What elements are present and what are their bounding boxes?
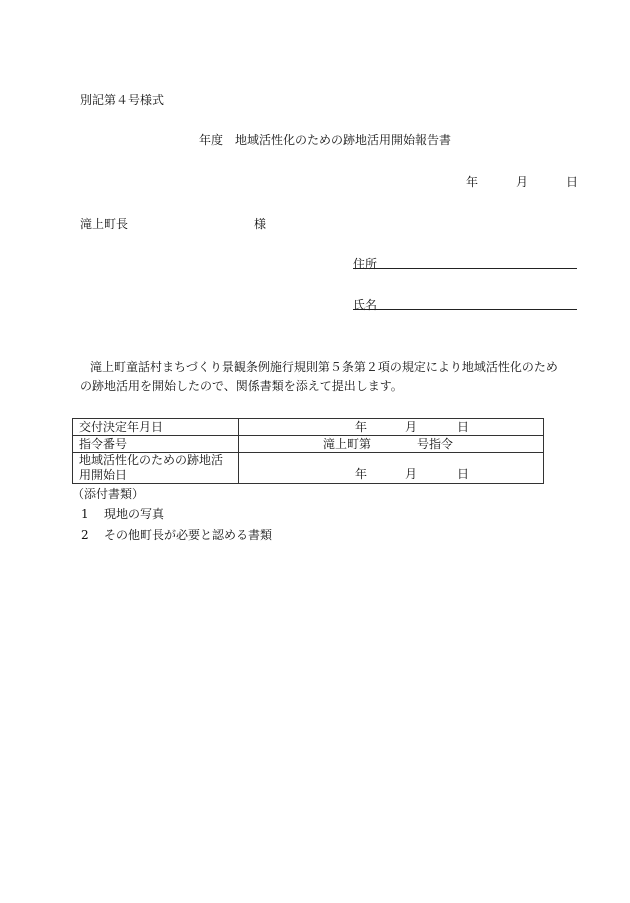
form-number: 別記第４号様式 <box>80 93 165 107</box>
attachment-item-1-number: 1 <box>81 507 89 521</box>
decision-date-field[interactable] <box>239 419 544 436</box>
name-label: 氏名 <box>353 298 378 312</box>
order-number-prefix: 滝上町第 <box>323 436 372 451</box>
table-row <box>73 453 544 484</box>
attachment-item-1-text: 現地の写真 <box>104 507 165 521</box>
start-date-month: 月 <box>405 467 418 481</box>
decision-date-day: 日 <box>457 419 470 434</box>
start-date-field[interactable] <box>239 453 544 484</box>
addressee-name: 滝上町長 <box>80 217 129 231</box>
decision-date-year: 年 <box>355 419 368 434</box>
addressee-honorific: 様 <box>254 217 267 231</box>
start-date-label-line2: 用開始日 <box>79 468 128 482</box>
document-title: 年度 地域活性化のための跡地活用開始報告書 <box>199 133 452 147</box>
date-day-label: 日 <box>566 175 579 189</box>
name-field-line[interactable] <box>353 309 577 310</box>
row-label-start-date <box>73 453 239 484</box>
attachment-item-2-text: その他町長が必要と認める書類 <box>104 528 273 542</box>
body-text-line2: の跡地活用を開始したので、関係書類を添えて提出します。 <box>80 379 403 393</box>
start-date-label-line1: 地域活性化のための跡地活 <box>79 453 224 467</box>
order-number-suffix: 号指令 <box>417 436 454 451</box>
body-text-line1: 滝上町童話村まちづくり景観条例施行規則第５条第２項の規定により地域活性化のため <box>90 360 558 374</box>
address-field-line[interactable] <box>353 268 577 269</box>
start-date-year: 年 <box>355 467 368 481</box>
info-table <box>72 418 544 484</box>
decision-date-month: 月 <box>405 419 418 434</box>
address-label: 住所 <box>353 257 378 271</box>
row-label-decision-date: 交付決定年月日 <box>73 419 239 436</box>
date-year-label: 年 <box>466 175 479 189</box>
attachments-heading: （添付書類） <box>72 487 145 501</box>
table-row <box>73 436 544 453</box>
table-row <box>73 419 544 436</box>
order-number-field[interactable] <box>239 436 544 453</box>
row-label-order-number: 指令番号 <box>73 436 239 453</box>
date-month-label: 月 <box>516 175 529 189</box>
start-date-day: 日 <box>457 467 470 481</box>
attachment-item-2-number: 2 <box>81 528 89 542</box>
